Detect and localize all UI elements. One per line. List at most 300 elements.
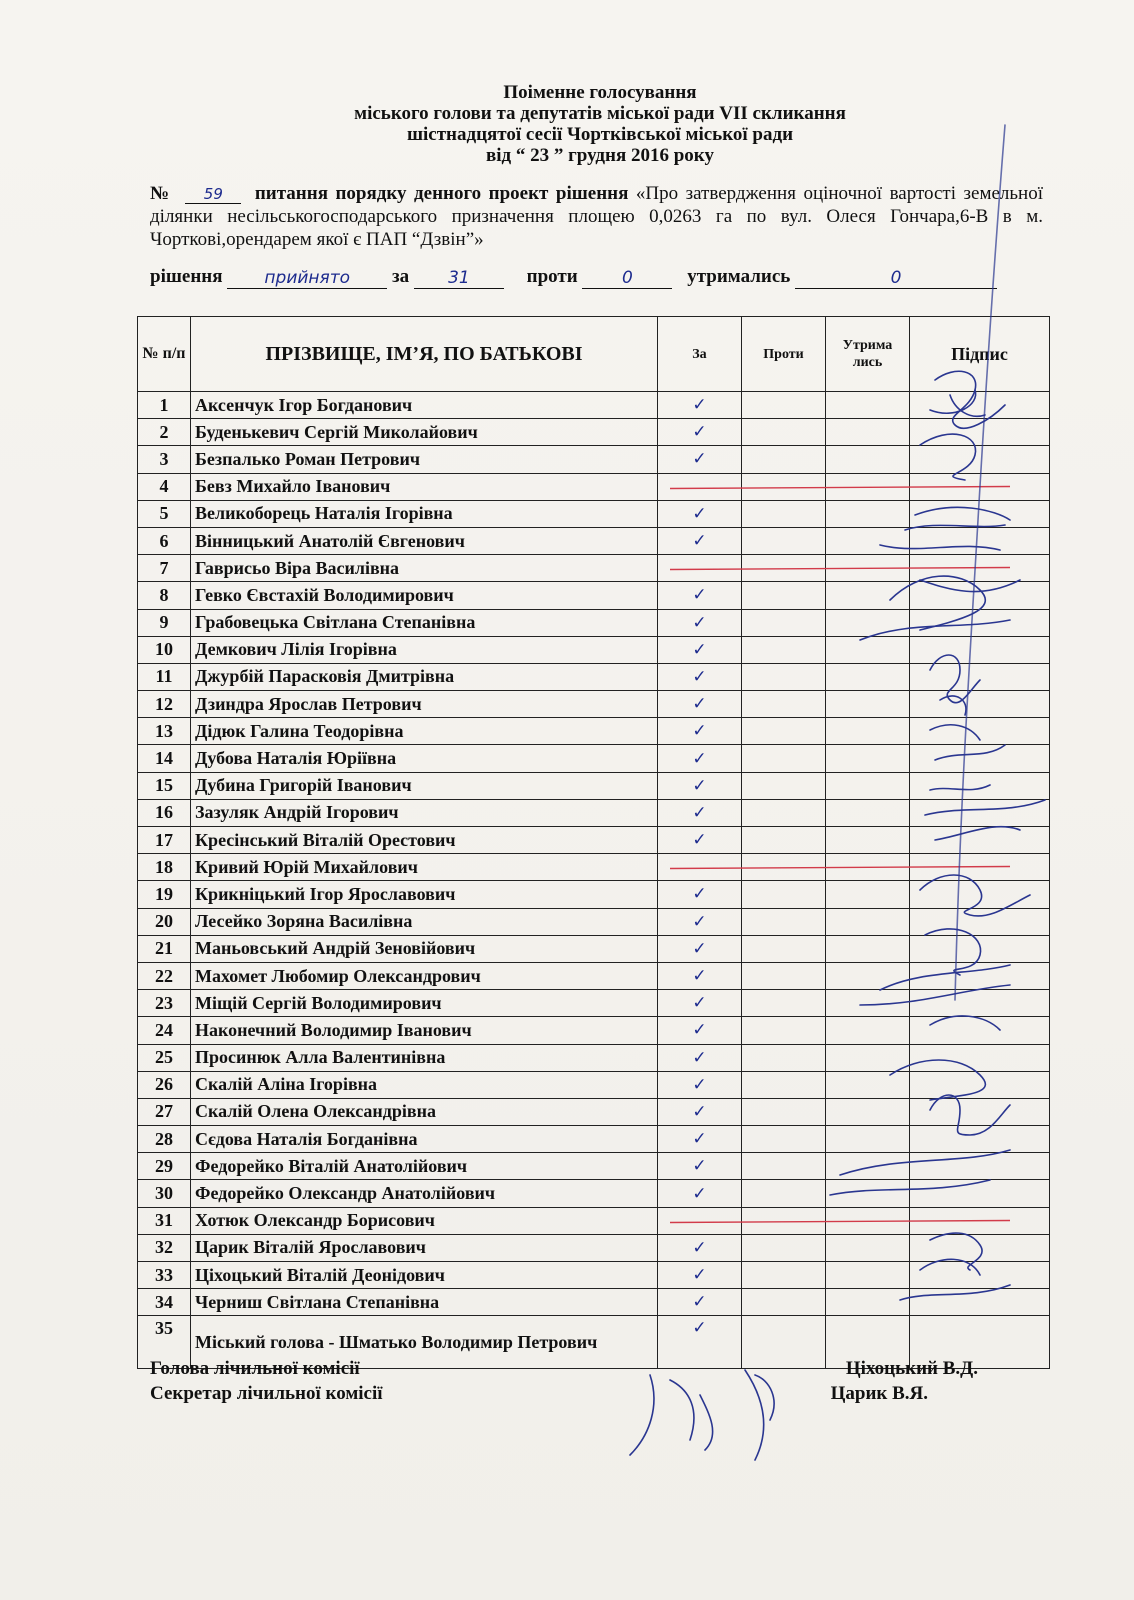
vote-utrymalys-cell [826,881,910,908]
secretary-name: Царик В.Я. [830,1383,928,1404]
vote-utrymalys-cell [826,1126,910,1153]
member-name: Гаврисьо Віра Василівна [191,555,658,582]
vote-za-cell [658,881,742,908]
table-row [138,446,1050,473]
signature-cell [910,527,1050,554]
checkmark-icon: ✓ [692,1318,707,1339]
checkmark-icon: ✓ [692,422,707,443]
row-number: 4 [138,473,191,500]
checkmark-icon: ✓ [692,884,707,905]
vote-proty-cell [742,446,826,473]
member-name: Буденькевич Сергій Миколайович [191,419,658,446]
signature-cell [910,799,1050,826]
table-row [138,854,1050,881]
vote-za-cell [658,473,742,500]
table-header-row [138,317,1050,392]
table-row [138,908,1050,935]
row-number: 8 [138,582,191,609]
vote-proty-cell [742,419,826,446]
vote-proty-cell [742,799,826,826]
signature-cell [910,908,1050,935]
document-header [150,82,1050,166]
table-row [138,1044,1050,1071]
member-name: Лесейко Зоряна Василівна [191,908,658,935]
table-row [138,935,1050,962]
member-name: Кривий Юрій Михайлович [191,854,658,881]
signature-cell [910,1262,1050,1289]
vote-utrymalys-cell [826,473,910,500]
checkmark-icon: ✓ [692,1074,707,1095]
vote-utrymalys-cell [826,962,910,989]
vote-proty-cell [742,1180,826,1207]
signature-cell [910,962,1050,989]
vote-proty-cell [742,555,826,582]
checkmark-icon: ✓ [692,449,707,470]
signature-cell [910,473,1050,500]
vote-proty-cell [742,609,826,636]
vote-za-cell [658,935,742,962]
vote-utrymalys-cell [826,446,910,473]
row-number: 3 [138,446,191,473]
table-row [138,473,1050,500]
vote-za-cell [658,1098,742,1125]
roll-call-table [137,316,1050,1369]
vote-utrymalys-cell [826,827,910,854]
checkmark-icon: ✓ [692,775,707,796]
vote-za-cell [658,962,742,989]
za-label: за [392,266,410,287]
question-title: «Про затвердження оціночної вартості земельної ділянки несільськогосподарського призначення площею 0,0263 га по вул. Олеся Гончара,6-В в м. Чорткові,орендарем якої є ПАП “Дзвін”» [150,183,1043,250]
proty-label: проти [526,266,578,287]
row-number: 17 [138,827,191,854]
checkmark-icon: ✓ [692,531,707,552]
row-number: 26 [138,1071,191,1098]
table-row [138,1126,1050,1153]
table-row [138,419,1050,446]
vote-utrymalys-cell [826,1071,910,1098]
checkmark-icon: ✓ [692,911,707,932]
checkmark-icon: ✓ [692,639,707,660]
vote-za-cell [658,555,742,582]
vote-za-cell [658,1153,742,1180]
vote-proty-cell [742,691,826,718]
vote-proty-cell [742,1126,826,1153]
member-name: Грабовецька Світлана Степанівна [191,609,658,636]
checkmark-icon: ✓ [692,1129,707,1150]
signature-cell [910,555,1050,582]
row-number: 30 [138,1180,191,1207]
table-row [138,1098,1050,1125]
checkmark-icon: ✓ [692,830,707,851]
member-name: Сєдова Наталія Богданівна [191,1126,658,1153]
checkmark-icon: ✓ [692,1292,707,1313]
vote-utrymalys-cell [826,908,910,935]
vote-utrymalys-cell [826,500,910,527]
checkmark-icon: ✓ [692,1156,707,1177]
vote-proty-cell [742,1071,826,1098]
checkmark-icon: ✓ [692,395,707,416]
row-number: 25 [138,1044,191,1071]
signature-cell [910,1071,1050,1098]
vote-utrymalys-cell [826,1289,910,1316]
signature-cell [910,446,1050,473]
member-name: Ціхоцький Віталій Деонідович [191,1262,658,1289]
signature-cell [910,582,1050,609]
signature-cell [910,935,1050,962]
checkmark-icon: ✓ [692,694,707,715]
za-count: 31 [414,266,504,289]
vote-proty-cell [742,1098,826,1125]
row-number: 16 [138,799,191,826]
vote-proty-cell [742,935,826,962]
row-number: 1 [138,392,191,419]
vote-utrymalys-cell [826,691,910,718]
vote-proty-cell [742,827,826,854]
table-row [138,609,1050,636]
member-name: Федорейко Олександр Анатолійович [191,1180,658,1207]
table-row [138,881,1050,908]
question-number-label: № [150,183,172,204]
vote-utrymalys-cell [826,1207,910,1234]
member-name: Вінницький Анатолій Євгенович [191,527,658,554]
vote-proty-cell [742,1017,826,1044]
vote-utrymalys-cell [826,990,910,1017]
signature-cell [910,1234,1050,1261]
member-name: Дубова Наталія Юріївна [191,745,658,772]
row-number: 13 [138,718,191,745]
header-line-2: міського голови та депутатів міської ради VII скликання [354,103,846,124]
member-name: Кресінський Віталій Орестович [191,827,658,854]
vote-proty-cell [742,1207,826,1234]
row-number: 21 [138,935,191,962]
member-name: Маньовський Андрій Зеновійович [191,935,658,962]
question-lead-text: питання порядку денного проект рішення [254,183,629,204]
vote-utrymalys-cell [826,772,910,799]
checkmark-icon: ✓ [692,612,707,633]
vote-utrymalys-cell [826,636,910,663]
member-name: Дзиндра Ярослав Петрович [191,691,658,718]
vote-proty-cell [742,1262,826,1289]
row-number: 24 [138,1017,191,1044]
checkmark-icon: ✓ [692,938,707,959]
member-name: Наконечний Володимир Іванович [191,1017,658,1044]
signature-cell [910,990,1050,1017]
member-name: Скалій Аліна Ігорівна [191,1071,658,1098]
table-row [138,1153,1050,1180]
decision-line [150,265,1043,289]
vote-za-cell [658,582,742,609]
member-name: Царик Віталій Ярославович [191,1234,658,1261]
question-number-value: 59 [185,185,241,204]
vote-za-cell [658,990,742,1017]
col-signature-header: Підпис [910,317,1050,392]
row-number: 9 [138,609,191,636]
row-number: 15 [138,772,191,799]
checkmark-icon: ✓ [692,1047,707,1068]
vote-proty-cell [742,1289,826,1316]
member-name: Крикніцький Ігор Ярославович [191,881,658,908]
row-number: 32 [138,1234,191,1261]
signature-cell [910,419,1050,446]
vote-utrymalys-cell [826,1153,910,1180]
member-name: Просинюк Алла Валентинівна [191,1044,658,1071]
secretary-role: Секретар лічильної комісії [150,1383,383,1404]
vote-proty-cell [742,663,826,690]
vote-za-cell [658,1234,742,1261]
vote-utrymalys-cell [826,1044,910,1071]
member-name: Безпалько Роман Петрович [191,446,658,473]
row-number: 34 [138,1289,191,1316]
row-number: 31 [138,1207,191,1234]
row-number: 33 [138,1262,191,1289]
vote-za-cell [658,609,742,636]
member-name: Демкович Лілія Ігорівна [191,636,658,663]
vote-proty-cell [742,990,826,1017]
vote-proty-cell [742,962,826,989]
member-name: Міщій Сергій Володимирович [191,990,658,1017]
header-title: Поіменне голосування [503,82,697,103]
member-name: Хотюк Олександр Борисович [191,1207,658,1234]
agenda-question [150,182,1043,251]
checkmark-icon: ✓ [692,721,707,742]
table-row [138,1071,1050,1098]
vote-utrymalys-cell [826,718,910,745]
table-row [138,555,1050,582]
checkmark-icon: ✓ [692,748,707,769]
member-name: Федорейко Віталій Анатолійович [191,1153,658,1180]
vote-proty-cell [742,772,826,799]
vote-proty-cell [742,908,826,935]
vote-za-cell [658,1126,742,1153]
row-number: 7 [138,555,191,582]
checkmark-icon: ✓ [692,802,707,823]
vote-za-cell [658,1044,742,1071]
vote-za-cell [658,527,742,554]
signature-cell [910,1180,1050,1207]
table-row [138,1262,1050,1289]
row-number: 23 [138,990,191,1017]
table-row [138,392,1050,419]
vote-utrymalys-cell [826,1098,910,1125]
row-number: 29 [138,1153,191,1180]
table-row [138,663,1050,690]
signature-cell [910,1289,1050,1316]
row-number: 22 [138,962,191,989]
table-row [138,1180,1050,1207]
vote-za-cell [658,500,742,527]
vote-za-cell [658,1017,742,1044]
member-name: Гевко Євстахій Володимирович [191,582,658,609]
vote-utrymalys-cell [826,609,910,636]
signature-cell [910,745,1050,772]
vote-proty-cell [742,527,826,554]
header-line-3: шістнадцятої сесії Чортківської міської ради [406,124,794,145]
vote-za-cell [658,636,742,663]
vote-proty-cell [742,473,826,500]
signature-cell [910,772,1050,799]
vote-proty-cell [742,392,826,419]
commission-footer [150,1356,990,1406]
signature-cell [910,1126,1050,1153]
member-name: Аксенчук Ігор Богданович [191,392,658,419]
vote-utrymalys-cell [826,419,910,446]
vote-za-cell [658,419,742,446]
col-proty-header: Проти [742,317,826,392]
vote-za-cell [658,854,742,881]
checkmark-icon: ✓ [692,1101,707,1122]
vote-proty-cell [742,745,826,772]
vote-proty-cell [742,1153,826,1180]
vote-proty-cell [742,500,826,527]
vote-proty-cell [742,1044,826,1071]
vote-utrymalys-cell [826,392,910,419]
vote-za-cell [658,663,742,690]
table-row [138,962,1050,989]
checkmark-icon: ✓ [692,993,707,1014]
vote-utrymalys-cell [826,1180,910,1207]
member-name: Зазуляк Андрій Ігорович [191,799,658,826]
vote-proty-cell [742,854,826,881]
table-row [138,799,1050,826]
vote-utrymalys-cell [826,799,910,826]
vote-utrymalys-cell [826,854,910,881]
vote-proty-cell [742,1234,826,1261]
row-number: 2 [138,419,191,446]
vote-utrymalys-cell [826,1262,910,1289]
member-name: Дубина Григорій Іванович [191,772,658,799]
member-name: Скалій Олена Олександрівна [191,1098,658,1125]
vote-za-cell [658,446,742,473]
row-number: 6 [138,527,191,554]
vote-za-cell [658,908,742,935]
signature-cell [910,718,1050,745]
signature-cell [910,636,1050,663]
signature-cell [910,1017,1050,1044]
decision-value: прийнято [227,266,387,289]
table-row [138,772,1050,799]
signature-cell [910,854,1050,881]
vote-za-cell [658,1180,742,1207]
checkmark-icon: ✓ [692,1183,707,1204]
member-name: Дідюк Галина Теодорівна [191,718,658,745]
utrymalys-count: 0 [795,266,997,289]
row-number: 10 [138,636,191,663]
vote-za-cell [658,772,742,799]
member-name: Махомет Любомир Олександрович [191,962,658,989]
table-row [138,1234,1050,1261]
vote-utrymalys-cell [826,555,910,582]
vote-utrymalys-cell [826,527,910,554]
signature-cell [910,1207,1050,1234]
table-row [138,582,1050,609]
vote-proty-cell [742,718,826,745]
checkmark-icon: ✓ [692,585,707,606]
vote-utrymalys-cell [826,745,910,772]
signature-cell [910,881,1050,908]
signature-cell [910,392,1050,419]
chair-role: Голова лічильної комісії [150,1358,360,1379]
col-name-header: ПРІЗВИЩЕ, ІМ’Я, ПО БАТЬКОВІ [191,317,658,392]
checkmark-icon: ✓ [692,503,707,524]
vote-utrymalys-cell [826,935,910,962]
table-row [138,990,1050,1017]
table-row [138,1207,1050,1234]
signature-cell [910,609,1050,636]
signature-cell [910,663,1050,690]
vote-za-cell [658,1262,742,1289]
col-za-header: За [658,317,742,392]
row-number: 27 [138,1098,191,1125]
decision-label: рішення [150,266,223,287]
member-name: Міський голова - Шматько Володимир Петрович [191,1316,658,1369]
proty-count: 0 [582,266,672,289]
vote-za-cell [658,745,742,772]
table-row [138,691,1050,718]
row-number: 11 [138,663,191,690]
header-date: від “ 23 ” грудня 2016 року [486,145,714,166]
member-name: Бевз Михайло Іванович [191,473,658,500]
vote-utrymalys-cell [826,1234,910,1261]
table-row [138,527,1050,554]
vote-za-cell [658,718,742,745]
row-number: 35 [138,1316,191,1369]
table-row [138,1289,1050,1316]
table-row [138,745,1050,772]
row-number: 20 [138,908,191,935]
vote-za-cell [658,1289,742,1316]
member-name: Черниш Світлана Степанівна [191,1289,658,1316]
row-number: 19 [138,881,191,908]
table-row [138,500,1050,527]
checkmark-icon: ✓ [692,966,707,987]
signature-cell [910,1044,1050,1071]
vote-za-cell [658,827,742,854]
vote-za-cell [658,1207,742,1234]
checkmark-icon: ✓ [692,1237,707,1258]
row-number: 18 [138,854,191,881]
row-number: 28 [138,1126,191,1153]
vote-proty-cell [742,582,826,609]
member-name: Великоборець Наталія Ігорівна [191,500,658,527]
signature-cell [910,827,1050,854]
vote-proty-cell [742,881,826,908]
table-row [138,718,1050,745]
checkmark-icon: ✓ [692,666,707,687]
row-number: 5 [138,500,191,527]
signature-cell [910,1098,1050,1125]
signature-cell [910,691,1050,718]
table-row [138,636,1050,663]
col-number-header: № п/п [138,317,191,392]
vote-utrymalys-cell [826,1017,910,1044]
utrymalys-label: утримались [687,266,791,287]
vote-za-cell [658,799,742,826]
chair-name: Ціхоцький В.Д. [845,1358,978,1379]
vote-proty-cell [742,636,826,663]
signature-cell [910,1153,1050,1180]
vote-utrymalys-cell [826,582,910,609]
vote-za-cell [658,392,742,419]
member-name: Джурбій Парасковія Дмитрівна [191,663,658,690]
checkmark-icon: ✓ [692,1020,707,1041]
checkmark-icon: ✓ [692,1265,707,1286]
row-number: 14 [138,745,191,772]
vote-za-cell [658,691,742,718]
col-utrymalys-header: Утрима лись [826,317,910,392]
table-row [138,827,1050,854]
vote-za-cell [658,1071,742,1098]
vote-utrymalys-cell [826,663,910,690]
